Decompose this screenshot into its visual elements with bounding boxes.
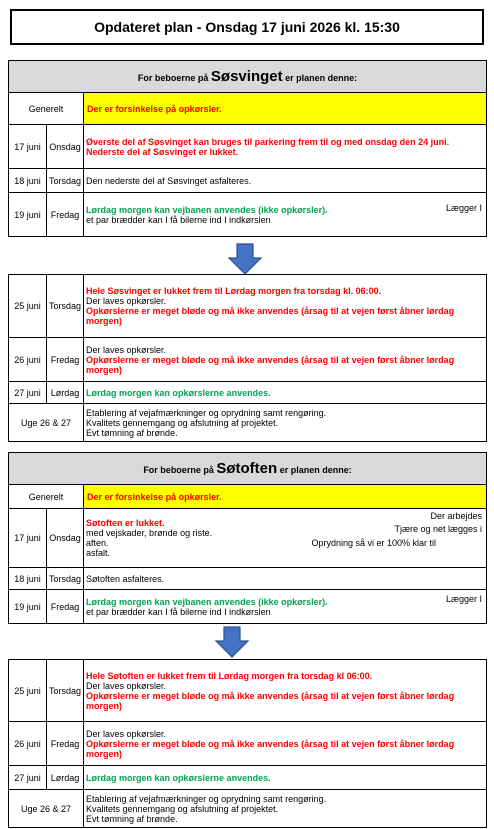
row-text: [84, 660, 487, 722]
row-day: Lørdag: [47, 382, 84, 404]
table-row: [9, 766, 487, 790]
row-line: Nederste del af Søsvinget er lukket.: [86, 146, 239, 157]
row-line: med vejskader, brønde og riste.: [86, 528, 213, 538]
row-line-right: Lægger I: [446, 203, 483, 213]
row-text: [84, 275, 487, 338]
row-line: Lørdag morgen kan vejbanen anvendes (ikke opkørsler).: [86, 204, 328, 215]
row-day: Torsdag: [47, 568, 84, 590]
row-date: Uge 26 & 27: [9, 404, 84, 442]
header-suffix: er planen denne:: [285, 73, 358, 83]
row-day: Lørdag: [47, 766, 84, 790]
table-row: [9, 790, 487, 828]
row-day: Fredag: [47, 722, 84, 766]
row-line: morgen): [86, 316, 123, 326]
row-line: et par brædder kan I få bilerne ind I indkørslen: [86, 606, 271, 617]
table-row: [9, 509, 487, 568]
row-line: Søtoften er lukket.: [86, 518, 165, 528]
row-date: 19 juni: [9, 590, 47, 624]
row-text: [84, 722, 487, 766]
row-text: [84, 590, 487, 624]
row-line: Der laves opkørsler.: [86, 728, 167, 739]
row-line: Evt tømning af brønde.: [86, 427, 178, 438]
row-date: 18 juni: [9, 169, 47, 193]
row-day: Torsdag: [47, 169, 84, 193]
row-day: Torsdag: [47, 660, 84, 722]
row-text: [84, 404, 487, 442]
row-line: Etablering af vejafmærkninger og oprydning samt rengøring.: [86, 407, 327, 418]
row-line: aften.: [86, 538, 109, 548]
row-line: Hele Søsvinget er lukket frem til Lørdag morgen fra torsdag kl. 06:00.: [86, 286, 382, 296]
table-row: [9, 660, 487, 722]
table-row: [9, 568, 487, 590]
row-date: 25 juni: [9, 660, 47, 722]
row-text: [84, 125, 487, 169]
table-row: [9, 590, 487, 624]
row-date: 19 juni: [9, 193, 47, 237]
general-label: Generelt: [9, 485, 84, 509]
row-line: asfalt.: [86, 548, 111, 558]
row-line-right: Oprydning så vi er 100% klar til: [311, 538, 437, 548]
header-suffix: er planen denne:: [279, 465, 352, 475]
row-date: 25 juni: [9, 275, 47, 338]
table-row: [9, 275, 487, 338]
page-title: Opdateret plan - Onsdag 17 juni 2026 kl. 15:30: [10, 9, 484, 45]
header-prefix: For beboerne på: [143, 465, 214, 475]
row-day: Onsdag: [47, 509, 84, 568]
row-text: Søtoften asfalteres.: [84, 568, 487, 590]
row-date: 17 juni: [9, 125, 47, 169]
row-line: et par brædder kan I få bilerne ind I indkørslen: [86, 214, 271, 225]
row-date: 26 juni: [9, 722, 47, 766]
row-line: Der laves opkørsler.: [86, 296, 167, 306]
general-text: Der er forsinkelse på opkørsler.: [84, 485, 487, 509]
row-text: [84, 338, 487, 382]
row-date: 17 juni: [9, 509, 47, 568]
table-row: [9, 125, 487, 169]
row-line: Kvalitets gennemgang og afslutning af projektet.: [86, 417, 279, 428]
table-row: [9, 404, 487, 442]
row-line: Etablering af vejafmærkninger og oprydning samt rengøring.: [86, 793, 327, 804]
row-date: 27 juni: [9, 766, 47, 790]
table-row: [9, 169, 487, 193]
row-line: morgen): [86, 700, 123, 711]
row-line: Evt tømning af brønde.: [86, 813, 178, 824]
row-text: [84, 193, 487, 237]
row-line: Hele Søtoften er lukket frem til Lørdag morgen fra torsdag kl 06:00.: [86, 670, 373, 681]
table-row: [9, 382, 487, 404]
section-sosvinget-table: [8, 60, 487, 237]
row-line-right: Tjære og net lægges i: [394, 524, 483, 534]
header-name: Søtoften: [216, 460, 278, 477]
row-line: Lørdag morgen kan vejbanen anvendes (ikke opkørsler).: [86, 596, 328, 607]
row-day: Fredag: [47, 193, 84, 237]
row-line: Opkørslerne er meget bløde og må ikke anvendes (årsag til at vejen først åbner lørdag: [86, 306, 455, 316]
row-line-right: Der arbejdes: [430, 511, 483, 521]
row-line: Der laves opkørsler.: [86, 344, 167, 355]
row-text: [84, 509, 487, 568]
row-text: Lørdag morgen kan opkørslerne anvendes.: [84, 382, 487, 404]
table-row: [9, 722, 487, 766]
general-text: Der er forsinkelse på opkørsler.: [84, 93, 487, 125]
row-date: 27 juni: [9, 382, 47, 404]
row-line: Kvalitets gennemgang og afslutning af projektet.: [86, 803, 279, 814]
row-text: Den nederste del af Søsvinget asfalteres.: [84, 169, 487, 193]
general-label: Generelt: [9, 93, 84, 125]
section-header: [9, 61, 487, 93]
header-prefix: For beboerne på: [137, 73, 209, 83]
row-date: 18 juni: [9, 568, 47, 590]
row-line: morgen): [86, 748, 123, 759]
row-day: Fredag: [47, 338, 84, 382]
row-text: [84, 790, 487, 828]
row-date: Uge 26 & 27: [9, 790, 84, 828]
row-line: morgen): [86, 364, 123, 375]
table-row: [9, 193, 487, 237]
section-sotoften-table: [8, 452, 487, 624]
down-arrow-icon: [214, 626, 250, 658]
section-sotoften-plan-table: [8, 659, 487, 828]
row-line: Opkørslerne er meget bløde og må ikke anvendes (årsag til at vejen først åbner lørdag: [86, 354, 455, 365]
row-line: Der laves opkørsler.: [86, 680, 167, 691]
row-line-right: Lægger I: [446, 594, 483, 604]
row-text: Lørdag morgen kan opkørslerne anvendes.: [84, 766, 487, 790]
section-sosvinget-plan-table: [8, 274, 487, 442]
section-header: [9, 453, 487, 485]
row-line: Opkørslerne er meget bløde og må ikke anvendes (årsag til at vejen først åbner lørdag: [86, 690, 455, 701]
down-arrow-icon: [227, 243, 263, 275]
row-day: Torsdag: [47, 275, 84, 338]
row-line: Øverste del af Søsvinget kan bruges til parkering frem til og med onsdag den 24 juni.: [86, 136, 450, 147]
row-date: 26 juni: [9, 338, 47, 382]
row-day: Fredag: [47, 590, 84, 624]
row-line: Opkørslerne er meget bløde og må ikke anvendes (årsag til at vejen først åbner lørdag: [86, 738, 455, 749]
table-row: [9, 338, 487, 382]
header-name: Søsvinget: [210, 68, 283, 85]
row-day: Onsdag: [47, 125, 84, 169]
